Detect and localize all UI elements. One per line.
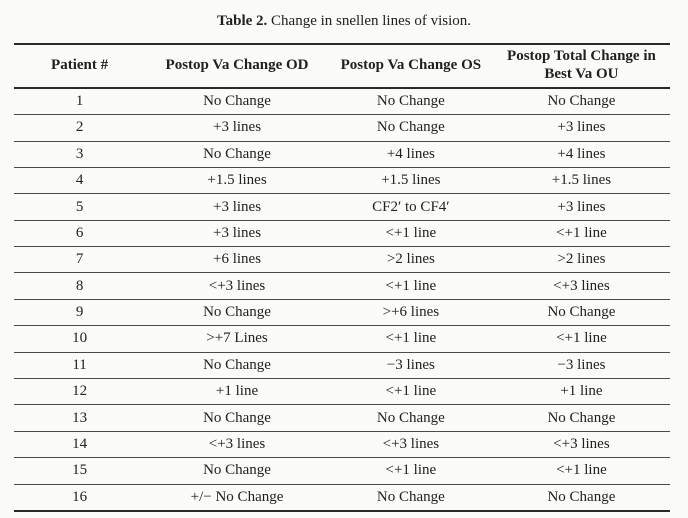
total-change-ou-cell: No Change [547,92,616,109]
va-change-os-cell: <+1 line [329,379,493,405]
va-change-od-cell: No Change [145,458,329,484]
va-change-od-cell: +3 lines [145,220,329,246]
total-change-ou-cell: <+3 lines [493,273,670,299]
snellen-lines-table [14,43,670,512]
total-change-ou-cell: <+1 line [493,220,670,246]
total-change-ou-cell: No Change [493,405,670,431]
table-row [14,431,670,457]
va-change-os-cell: No Change [329,115,493,141]
va-change-od-cell: <+3 lines [145,431,329,457]
va-change-od-cell: >+7 Lines [145,326,329,352]
table-caption-label: Table 2. [216,13,268,29]
table-row [14,299,670,325]
total-change-ou-cell: No Change [493,299,670,325]
table-row [14,273,670,299]
patient-number-cell: 3 [14,141,145,167]
patient-number-cell: 15 [14,458,145,484]
table-row [14,141,670,167]
total-change-ou-cell: <+3 lines [493,431,670,457]
va-change-os-cell: <+1 line [329,326,493,352]
total-change-ou-cell: No Change [493,484,670,511]
total-change-ou-cell: +4 lines [493,141,670,167]
table-row [14,484,670,511]
va-change-os-cell: No Change [329,405,493,431]
table-row [14,115,670,141]
va-change-od-cell: No Change [145,141,329,167]
va-change-od-cell: No Change [145,299,329,325]
table-row [14,405,670,431]
col-header-patient: Patient # [14,44,145,88]
va-change-os-cell: CF2′ to CF4′ [329,194,493,220]
va-change-od-cell: No Change [145,352,329,378]
va-change-od-cell: No Change [145,405,329,431]
table-row [14,194,670,220]
va-change-os-cell: No Change [376,92,445,109]
patient-number-cell: 12 [14,379,145,405]
total-change-ou-cell: +1.5 lines [493,167,670,193]
va-change-od-cell: No Change [203,92,271,109]
va-change-od-cell: +3 lines [145,194,329,220]
va-change-os-cell: <+1 line [329,220,493,246]
table-row [14,352,670,378]
table-row [14,379,670,405]
patient-number-cell: 7 [14,247,145,273]
table-row [14,458,670,484]
patient-number-cell: 10 [14,326,145,352]
table-row [14,167,670,193]
va-change-os-cell: <+1 line [329,273,493,299]
patient-number-cell: 1 [75,92,84,109]
table-caption-text: Change in snellen lines of vision. [271,13,472,29]
table-row [14,220,670,246]
patient-number-cell: 8 [14,273,145,299]
va-change-od-cell: +/− No Change [145,484,329,511]
va-change-os-cell: >+6 lines [329,299,493,325]
table-body [14,88,670,511]
va-change-os-cell: +1.5 lines [329,167,493,193]
va-change-os-cell: <+1 line [329,458,493,484]
total-change-ou-cell: <+1 line [493,326,670,352]
va-change-od-cell: +1.5 lines [145,167,329,193]
col-header-postop-va-od: Postop Va Change OD [145,44,329,88]
header-row [14,44,670,88]
table-row [14,88,670,115]
va-change-os-cell: No Change [329,484,493,511]
patient-number-cell: 13 [14,405,145,431]
va-change-os-cell: +4 lines [329,141,493,167]
va-change-od-cell: +1 line [145,379,329,405]
patient-number-cell: 14 [14,431,145,457]
total-change-ou-cell: <+1 line [493,458,670,484]
total-change-ou-cell: >2 lines [493,247,670,273]
table-header [14,44,670,88]
total-change-ou-cell: +3 lines [493,194,670,220]
va-change-os-cell: −3 lines [329,352,493,378]
table-caption [0,0,688,31]
va-change-od-cell: +6 lines [145,247,329,273]
patient-number-cell: 16 [14,484,145,511]
va-change-od-cell: <+3 lines [145,273,329,299]
va-change-os-cell: <+3 lines [329,431,493,457]
patient-number-cell: 11 [14,352,145,378]
va-change-os-cell: >2 lines [329,247,493,273]
patient-number-cell: 6 [14,220,145,246]
col-header-postop-total-ou: Postop Total Change in Best Va OU [493,44,670,88]
table-row [14,326,670,352]
patient-number-cell: 4 [14,167,145,193]
total-change-ou-cell: +3 lines [493,115,670,141]
table-row [14,247,670,273]
total-change-ou-cell: −3 lines [493,352,670,378]
va-change-od-cell: +3 lines [145,115,329,141]
patient-number-cell: 2 [14,115,145,141]
col-header-postop-va-os: Postop Va Change OS [329,44,493,88]
patient-number-cell: 9 [14,299,145,325]
patient-number-cell: 5 [14,194,145,220]
total-change-ou-cell: +1 line [493,379,670,405]
